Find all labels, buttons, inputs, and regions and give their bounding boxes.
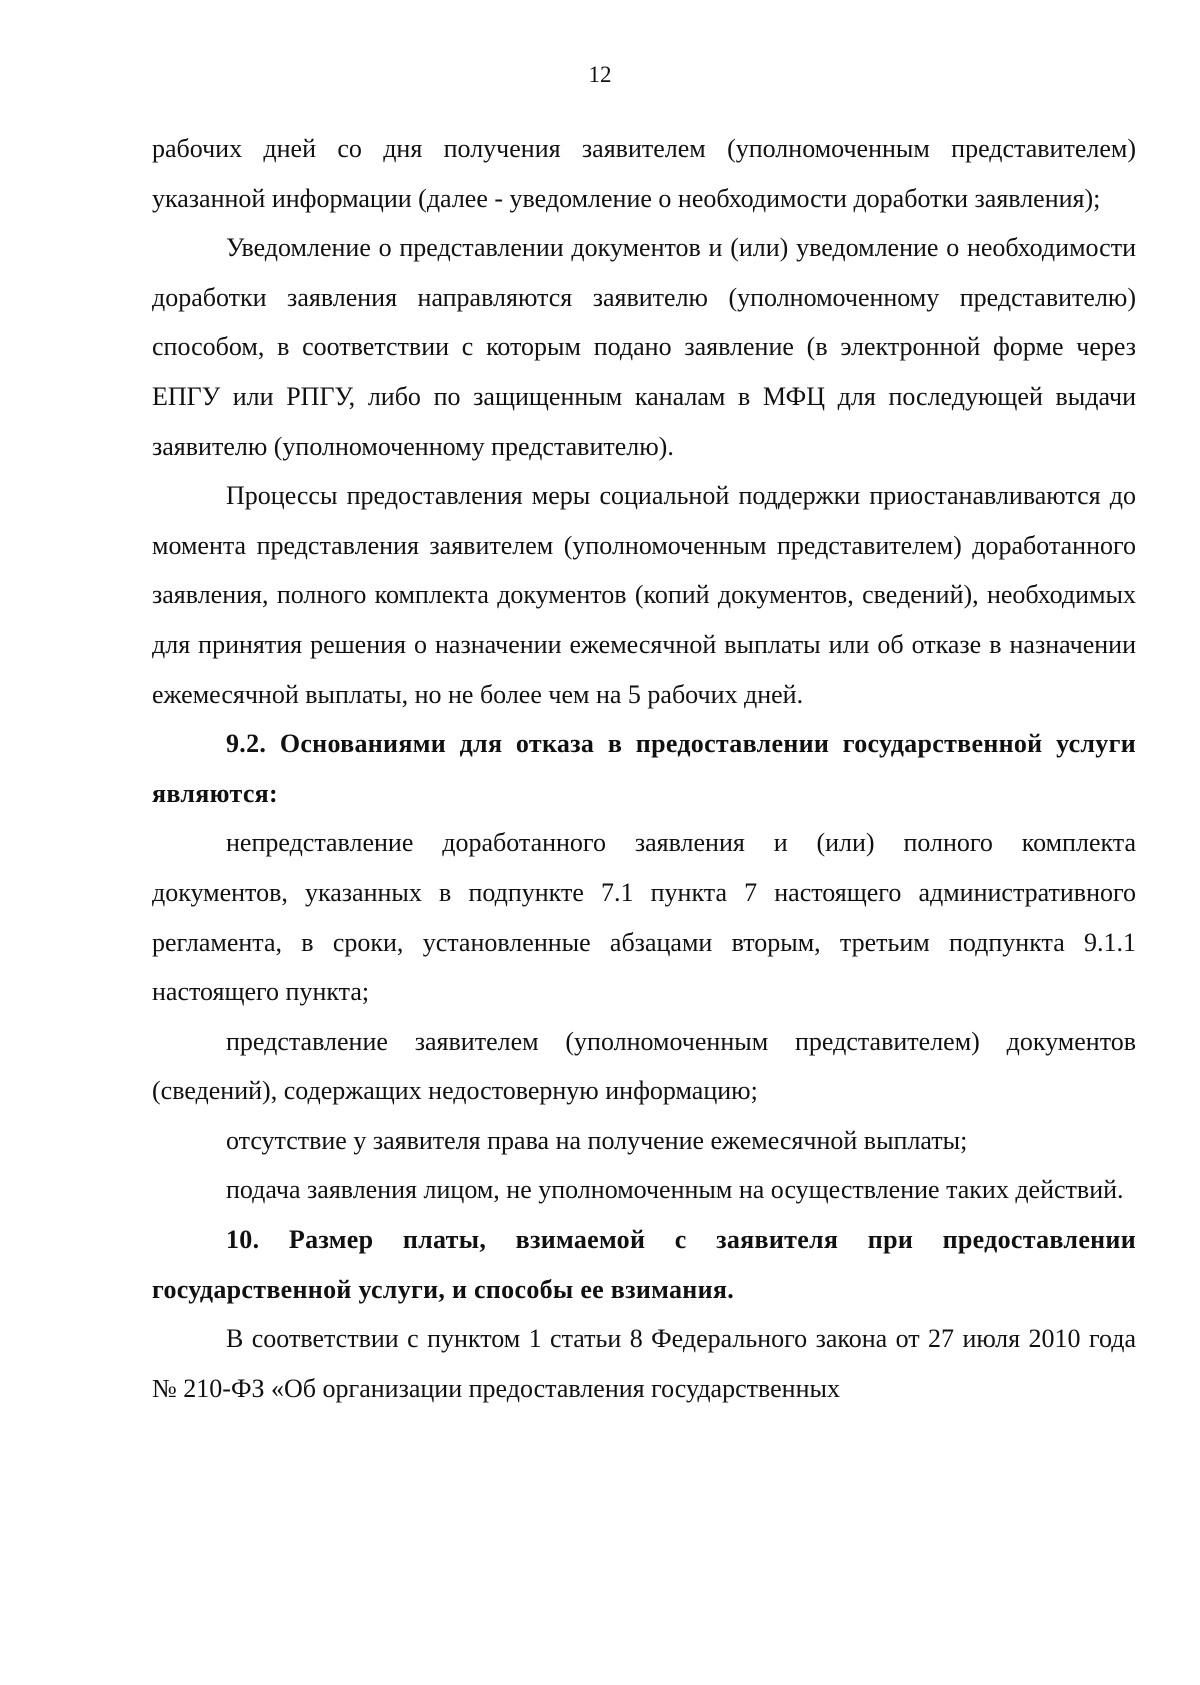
section-heading-9-2: 9.2. Основаниями для отказа в предоставлении государственной услуги являются:	[152, 729, 1136, 808]
page-number: 12	[588, 62, 612, 87]
section-heading-10: 10. Размер платы, взимаемой с заявителя при предоставлении государственной услуги, и способы ее взимания.	[152, 1225, 1136, 1304]
document-body	[152, 124, 1136, 1413]
paragraph-fee-law: В соответствии с пунктом 1 статьи 8 Федерального закона от 27 июля 2010 года № 210-ФЗ «Об организации предоставления государственных	[152, 1324, 1136, 1403]
refusal-ground-2: представление заявителем (уполномоченным представителем) документов (сведений), содержащих недостоверную информацию;	[152, 1026, 1136, 1106]
paragraph-continuation: рабочих дней со дня получения заявителем (уполномоченным представителем) указанной информации (далее - уведомление о необходимости доработки заявления);	[152, 134, 1136, 213]
paragraph-suspension: Процессы предоставления меры социальной поддержки приостанавливаются до момента представления заявителем (уполномоченным представителем) доработанного заявления, полного комплекта документов (копий документов, сведений), необходимых для принятия решения о назначении ежемесячной выплаты или об отказе в назначении ежемесячной выплаты, но не более чем на 5 рабочих дней.	[152, 481, 1136, 709]
refusal-ground-4: подача заявления лицом, не уполномоченным на осуществление таких действий.	[226, 1175, 1124, 1205]
refusal-ground-3: отсутствие у заявителя права на получение ежемесячной выплаты;	[226, 1125, 968, 1155]
refusal-ground-1: непредставление доработанного заявления и (или) полного комплекта документов, указанных в подпункте 7.1 пункта 7 настоящего административного регламента, в сроки, установленные абзацами вторым, третьим подпункта 9.1.1 настоящего пункта;	[152, 828, 1136, 1007]
paragraph-notification-delivery: Уведомление о представлении документов и (или) уведомление о необходимости доработки заявления направляются заявителю (уполномоченному представителю) способом, в соответствии с которым подано заявление (в электронной форме через ЕПГУ или РПГУ, либо по защищенным каналам в МФЦ для последующей выдачи заявителю (уполномоченному представителю).	[152, 233, 1136, 461]
